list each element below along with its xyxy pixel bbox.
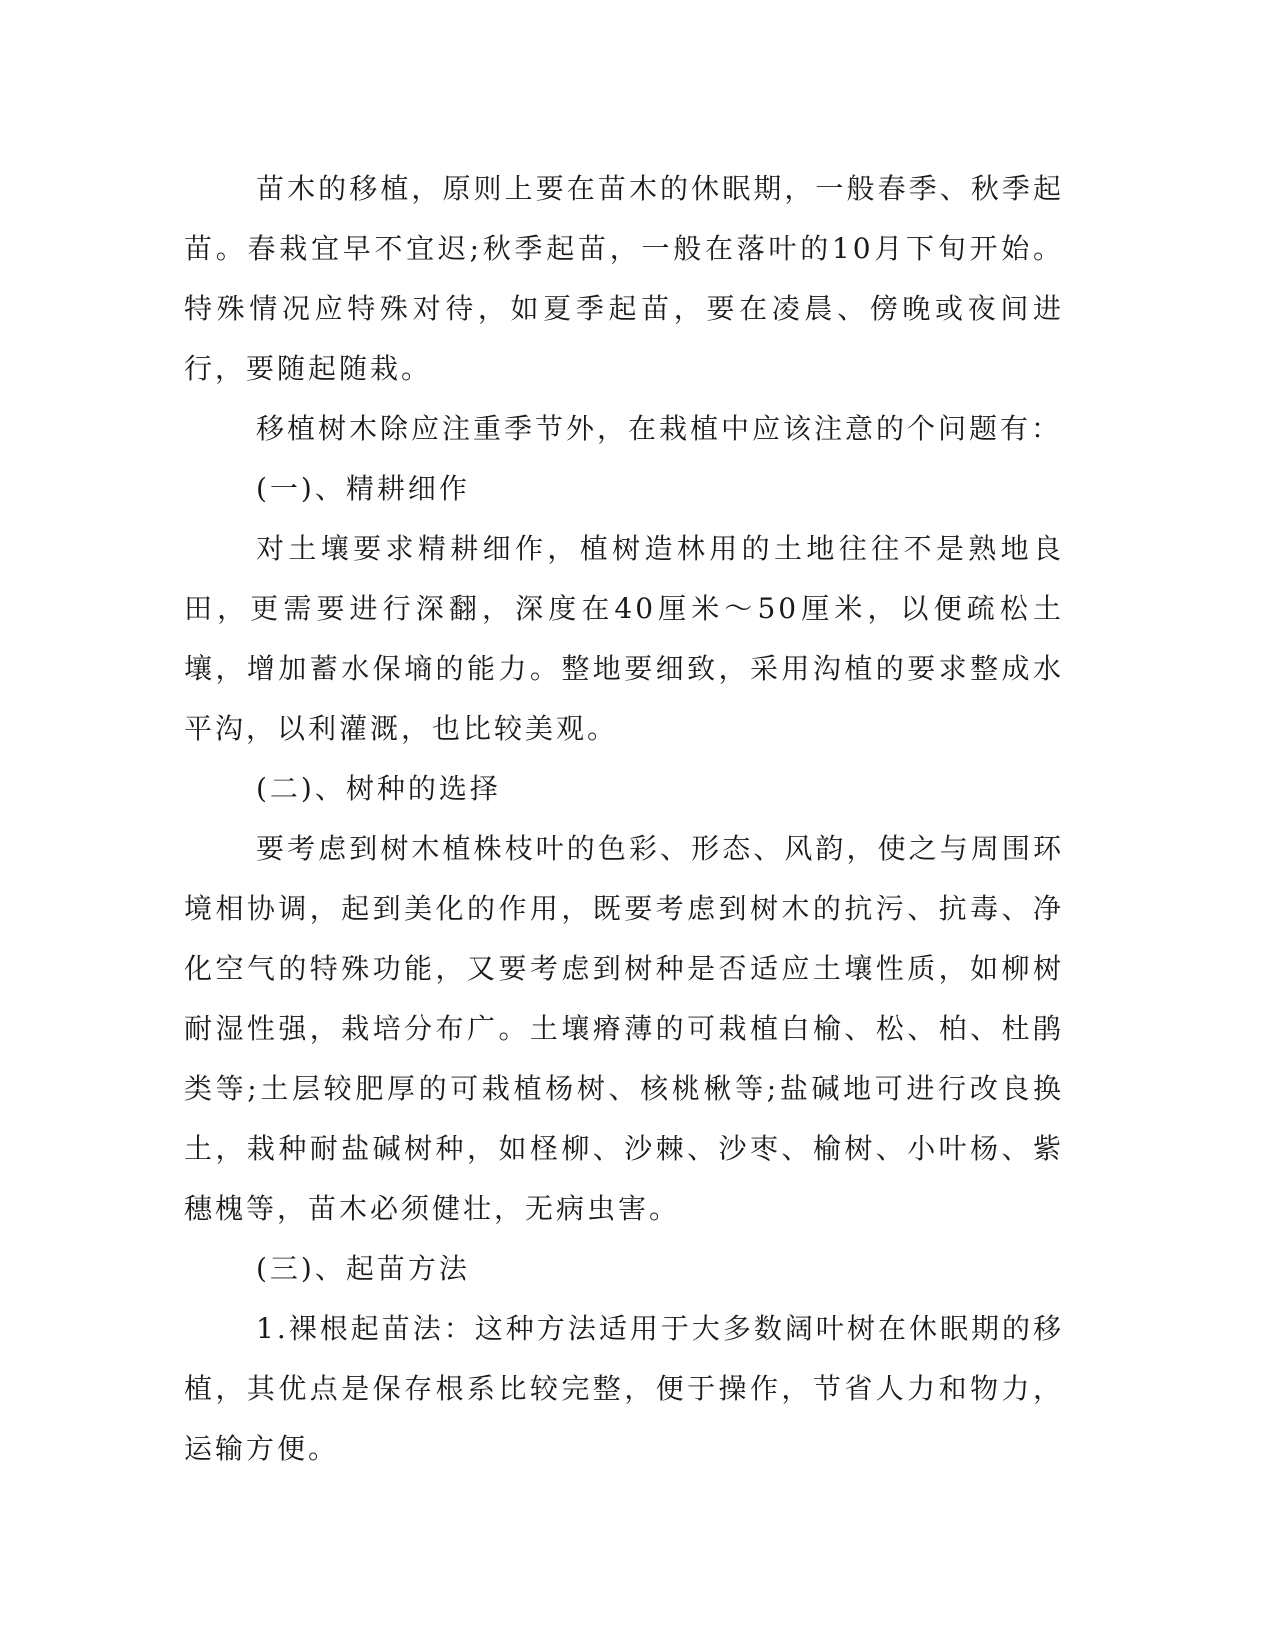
paragraph-bare-root-lifting: 1.裸根起苗法：这种方法适用于大多数阔叶树在休眠期的移植，其优点是保存根系比较完整，便于操作，节省人力和物力，运输方便。 bbox=[184, 1312, 1064, 1465]
section-heading-species-selection: (二)、树种的选择 bbox=[256, 772, 501, 805]
section-heading-fine-tillage: (一)、精耕细作 bbox=[256, 472, 470, 505]
paragraph-fine-tillage: 对土壤要求精耕细作，植树造林用的土地往往不是熟地良田，更需要进行深翻，深度在40厘米～50厘米，以便疏松土壤，增加蓄水保墒的能力。整地要细致，采用沟植的要求整成水平沟，以利灌溉，也比较美观。 bbox=[184, 532, 1064, 745]
paragraph-species-selection: 要考虑到树木植株枝叶的色彩、形态、风韵，使之与周围环境相协调，起到美化的作用，既要考虑到树木的抗污、抗毒、净化空气的特殊功能，又要考虑到树种是否适应土壤性质，如柳树耐湿性强，栽培分布广。土壤瘠薄的可栽植白榆、松、柏、杜鹃类等;土层较肥厚的可栽植杨树、核桃楸等;盐碱地可进行改良换土，栽种耐盐碱树种，如柽柳、沙棘、沙枣、榆树、小叶杨、紫穗槐等，苗木必须健壮，无病虫害。 bbox=[184, 832, 1064, 1225]
paragraph-transplant-issues-intro: 移植树木除应注重季节外，在栽植中应该注意的个问题有： bbox=[256, 412, 1063, 445]
section-heading-lifting-method: (三)、起苗方法 bbox=[256, 1252, 470, 1285]
paragraph-transplant-season: 苗木的移植，原则上要在苗木的休眠期，一般春季、秋季起苗。春栽宜早不宜迟;秋季起苗，一般在落叶的10月下旬开始。特殊情况应特殊对待，如夏季起苗，要在凌晨、傍晚或夜间进行，要随起随栽。 bbox=[184, 172, 1064, 385]
document-body bbox=[184, 159, 1064, 1479]
